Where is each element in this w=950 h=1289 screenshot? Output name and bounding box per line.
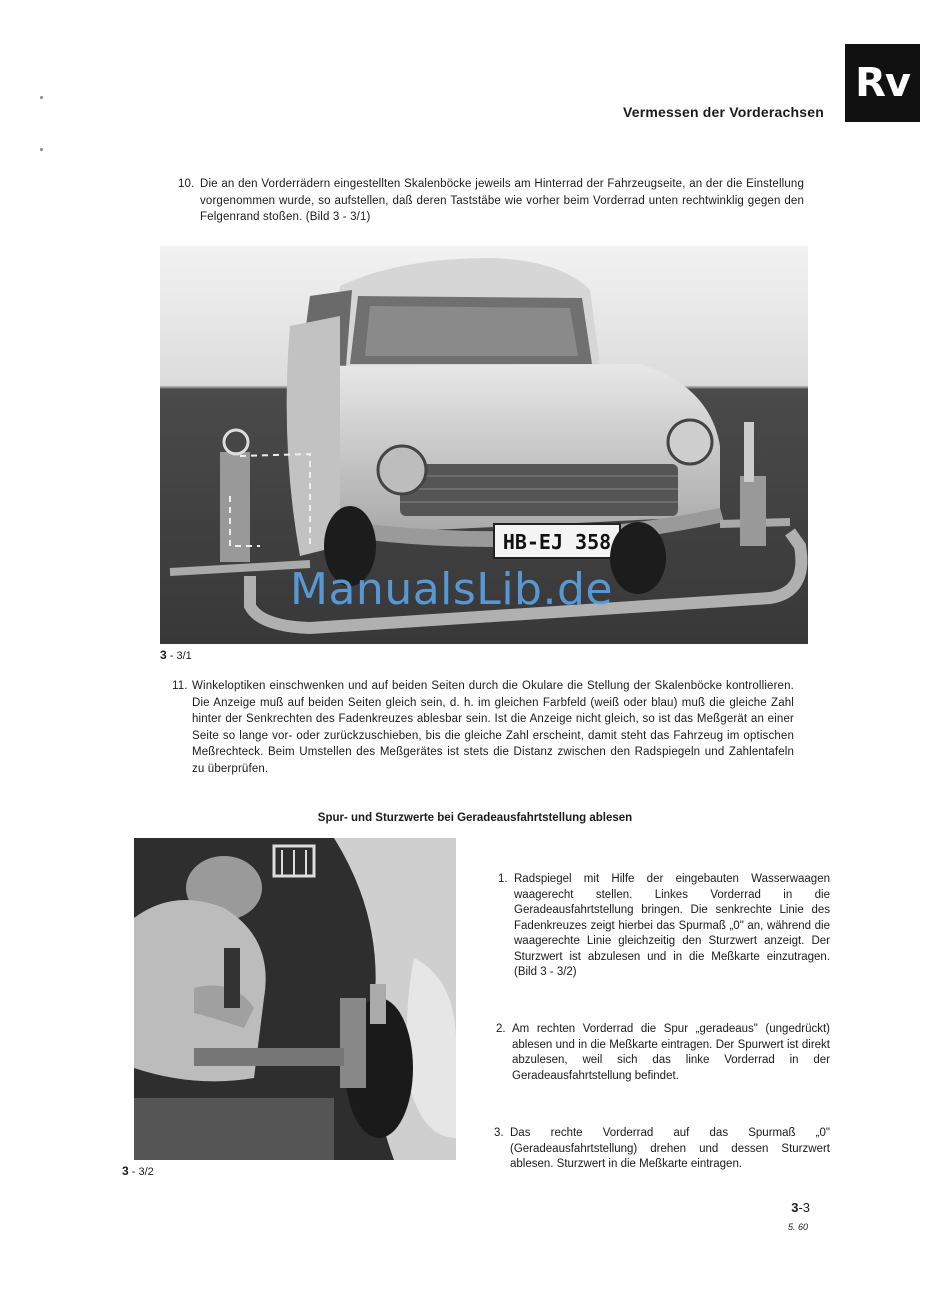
list-text: Das rechte Vorderrad auf das Spurmaß „0" (Geradeausfahrtstellung) drehen und dessen Sturzwert ablesen. Sturzwert in die Meßkarte eintragen.: [510, 1127, 830, 1170]
page-date: 5. 60: [787, 1222, 808, 1232]
list-item-3: [494, 1126, 830, 1173]
step-number: 10.: [178, 178, 195, 190]
list-text: Radspiegel mit Hilfe der eingebauten Wasserwaagen waagerecht stellen. Linkes Vorderrad in die Geradeausfahrtstellung bringen. Die senkrechte Linie des Fadenkreuzes zeigt hierbei das Spurmaß „0" an, während die waagerechte Linie gleichzeitig den Sturzwert anzeigt. Der Sturzwert ist abzulesen und in die Meßkarte einzutragen. (Bild 3 - 3/2): [514, 873, 830, 978]
mechanic-illustration: [134, 838, 456, 1160]
list-number: 2.: [496, 1023, 506, 1035]
caption-number: - 3/2: [128, 1166, 154, 1178]
watermark: ManualsLib.de: [290, 564, 613, 615]
caption-number: - 3/1: [166, 650, 192, 662]
margin-mark: [40, 148, 43, 151]
step-11-paragraph: [172, 678, 794, 777]
margin-mark: [40, 96, 43, 99]
list-text: Am rechten Vorderrad die Spur „geradeaus" (ungedrückt) ablesen und in die Meßkarte eintragen. Der Spurwert ist direkt abzulesen, weil sich das linke Vorderrad in der Geradeausfahrtstellung befindet.: [512, 1023, 830, 1082]
section-heading: Spur- und Sturzwerte bei Geradeausfahrtstellung ablesen: [317, 812, 633, 824]
step-text: Winkeloptiken einschwenken und auf beiden Seiten durch die Okulare die Stellung der Skalenböcke kontrollieren. Die Anzeige muß auf beiden Seiten gleich sein, d. h. im gleichen Farbfeld (weiß oder blau) muß die gleiche Zahl hinter der Senkrechten des Fadenkreuzes ablesbar sein. Ist die Anzeige nicht gleich, so ist das Meßgerät an einer Seite so lange vor- oder zurückzuschieben, bis die gleiche Zahl erscheint, damit steht das Fahrzeug im optischen Meßrechteck. Beim Umstellen des Meßgerätes ist stets die Distanz zwischen den Radspiegeln und Zahlentafeln zu überprüfen.: [192, 680, 794, 775]
list-item-1: [498, 872, 830, 981]
list-item-2: [496, 1022, 830, 1084]
figure-1-caption: [160, 648, 192, 662]
figure-2-caption: [122, 1164, 154, 1178]
page-chapter: 3: [791, 1200, 799, 1215]
page-number: [791, 1200, 810, 1215]
figure-mechanic-photo: [134, 838, 456, 1160]
page-title: Vermessen der Vorderachsen: [622, 104, 824, 120]
page-index: -3: [798, 1200, 810, 1215]
step-text: Die an den Vorderrädern eingestellten Skalenböcke jeweils am Hinterrad der Fahrzeugseite, an der die Einstellung vorgenommen wurde, so aufstellen, daß deren Taststäbe wie vorher beim Vorderrad unten rechtwinklig gegen den Felgenrand stoßen. (Bild 3 - 3/1): [200, 178, 804, 223]
caption-chapter: 3: [160, 648, 167, 662]
caption-chapter: 3: [122, 1164, 129, 1178]
chapter-badge: Rv: [845, 44, 920, 122]
step-10-paragraph: [178, 176, 804, 226]
list-number: 3.: [494, 1127, 504, 1139]
license-plate-text: HB-EJ 358: [502, 530, 612, 554]
list-number: 1.: [498, 873, 508, 885]
step-number: 11.: [172, 680, 188, 692]
